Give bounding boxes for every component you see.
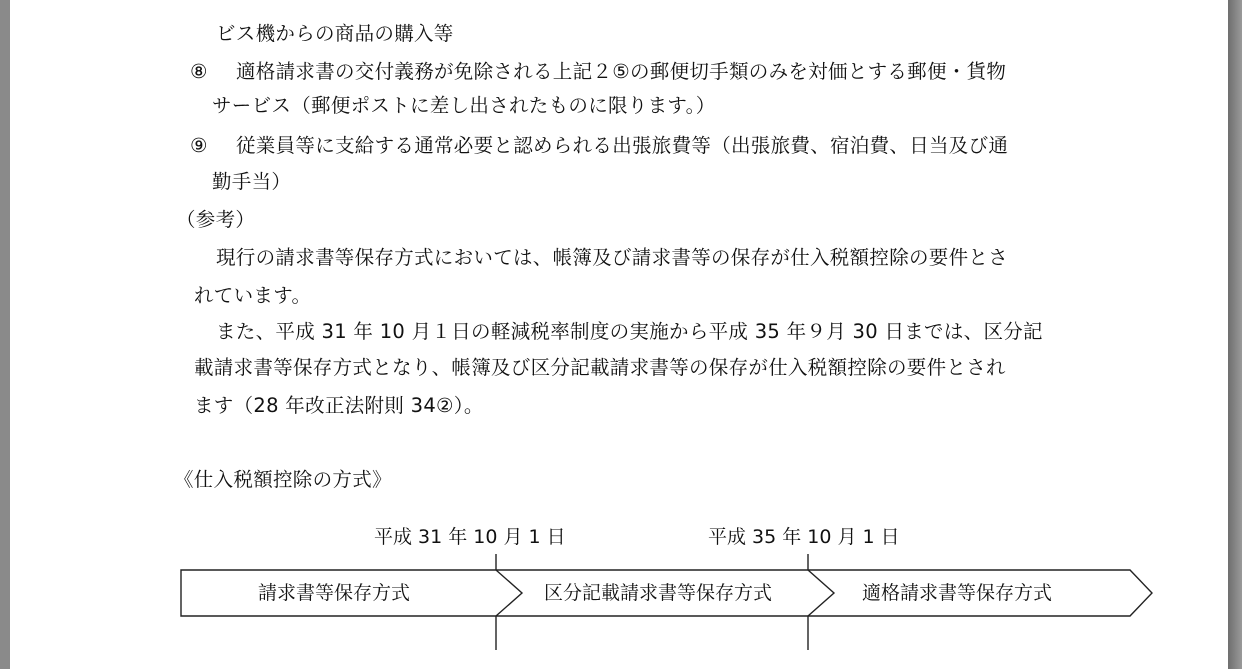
- list-item-8-text: 適格請求書の交付義務が免除される上記２⑤の郵便切手類のみを対価とする郵便・貨物: [236, 60, 1007, 83]
- paragraph-1-line-2: れています。: [194, 284, 312, 307]
- paragraph-2-line-3: ます（28 年改正法附則 34②）。: [194, 394, 484, 417]
- reference-heading: （参考）: [176, 208, 256, 231]
- list-item-9-continuation: 勤手当）: [212, 170, 292, 193]
- phase-label-1: 請求書等保存方式: [258, 582, 411, 604]
- text-line-continuation: ビス機からの商品の購入等: [216, 22, 454, 45]
- paragraph-2-line-2: 載請求書等保存方式となり、帳簿及び区分記載請求書等の保存が仕入税額控除の要件とされ: [194, 356, 1006, 379]
- list-item-9-text: 従業員等に支給する通常必要と認められる出張旅費等（出張旅費、宿泊費、日当及び通: [236, 134, 1009, 157]
- paragraph-2-line-1: また、平成 31 年 10 月１日の軽減税率制度の実施から平成 35 年９月 30 日までは、区分記: [216, 320, 1043, 343]
- section-title: 《仕入税額控除の方式》: [174, 468, 392, 491]
- list-number-9: ⑨: [190, 134, 208, 157]
- timeline-date-2: 平成 35 年 10 月 1 日: [708, 526, 900, 548]
- paragraph-1-line-1: 現行の請求書等保存方式においては、帳簿及び請求書等の保存が仕入税額控除の要件とさ: [216, 246, 1008, 269]
- timeline-date-1: 平成 31 年 10 月 1 日: [374, 526, 566, 548]
- list-number-8: ⑧: [190, 60, 208, 83]
- list-item-8-continuation: サービス（郵便ポストに差し出されたものに限ります。）: [212, 94, 716, 117]
- phase-label-2: 区分記載請求書等保存方式: [544, 582, 773, 604]
- phase-label-3: 適格請求書等保存方式: [862, 582, 1053, 604]
